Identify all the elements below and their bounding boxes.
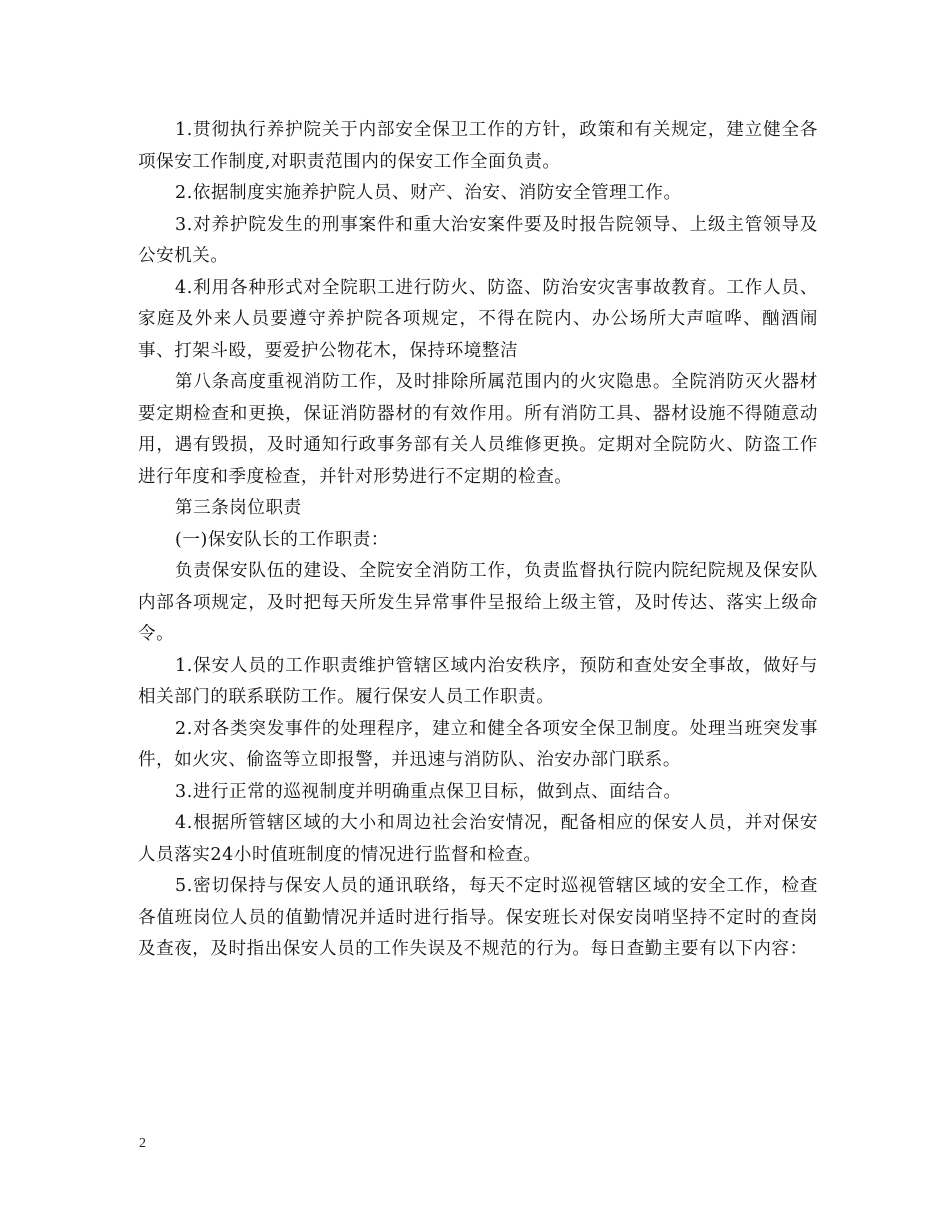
page-number: 2 — [139, 1136, 146, 1151]
paragraph: 负责保安队伍的建设、全院安全消防工作，负责监督执行院内院纪院规及保安队内部各项规定，及时把每天所发生异常事件呈报给上级主管，及时传达、落实上级命令。 — [138, 561, 818, 644]
paragraph: 1.贯彻执行养护院关于内部安全保卫工作的方针，政策和有关规定，建立健全各项保安工作制度,对职责范围内的保安工作全面负责。 — [138, 120, 818, 172]
paragraph: 1.保安人员的工作职责维护管辖区域内治安秩序，预防和查处安全事故，做好与相关部门的联系联防工作。履行保安人员工作职责。 — [138, 655, 818, 707]
paragraph: 2.依据制度实施养护院人员、财产、治安、消防安全管理工作。 — [175, 183, 682, 203]
paragraph: 4.根据所管辖区域的大小和周边社会治安情况，配备相应的保安人员，并对保安人员落实24小时值班制度的情况进行监督和检查。 — [138, 813, 818, 865]
paragraph: 3.进行正常的巡视制度并明确重点保卫目标，做到点、面结合。 — [175, 781, 682, 802]
document-body — [138, 115, 818, 966]
subsection-heading: (一)保安队长的工作职责： — [175, 529, 389, 550]
paragraph: 2.对各类突发事件的处理程序，建立和健全各项安全保卫制度。处理当班突发事件，如火灾、偷盗等立即报警，并迅速与消防队、治安办部门联系。 — [138, 718, 818, 770]
paragraph: 3.对养护院发生的刑事案件和重大治安案件要及时报告院领导、上级主管领导及公安机关。 — [138, 214, 818, 266]
paragraph: 4.利用各种形式对全院职工进行防火、防盗、防治安灾害事故教育。工作人员、家庭及外来人员要遵守养护院各项规定，不得在院内、办公场所大声喧哗、酗酒闹事、打架斗殴，要爱护公物花木，保持环境整洁 — [138, 277, 818, 361]
paragraph: 5.密切保持与保安人员的通讯联络，每天不定时巡视管辖区域的安全工作，检查各值班岗位人员的值勤情况并适时进行指导。保安班长对保安岗哨坚持不定时的查岗及查夜，及时指出保安人员的工作失误及不规范的行为。每日查勤主要有以下内容： — [138, 876, 818, 959]
section-heading: 第三条岗位职责 — [175, 498, 302, 518]
paragraph: 第八条高度重视消防工作，及时排除所属范围内的火灾隐患。全院消防灭火器材要定期检查和更换，保证消防器材的有效作用。所有消防工具、器材设施不得随意动用，遇有毁损，及时通知行政事务部有关人员维修更换。定期对全院防火、防盗工作进行年度和季度检查，并针对形势进行不定期的检查。 — [138, 372, 818, 487]
